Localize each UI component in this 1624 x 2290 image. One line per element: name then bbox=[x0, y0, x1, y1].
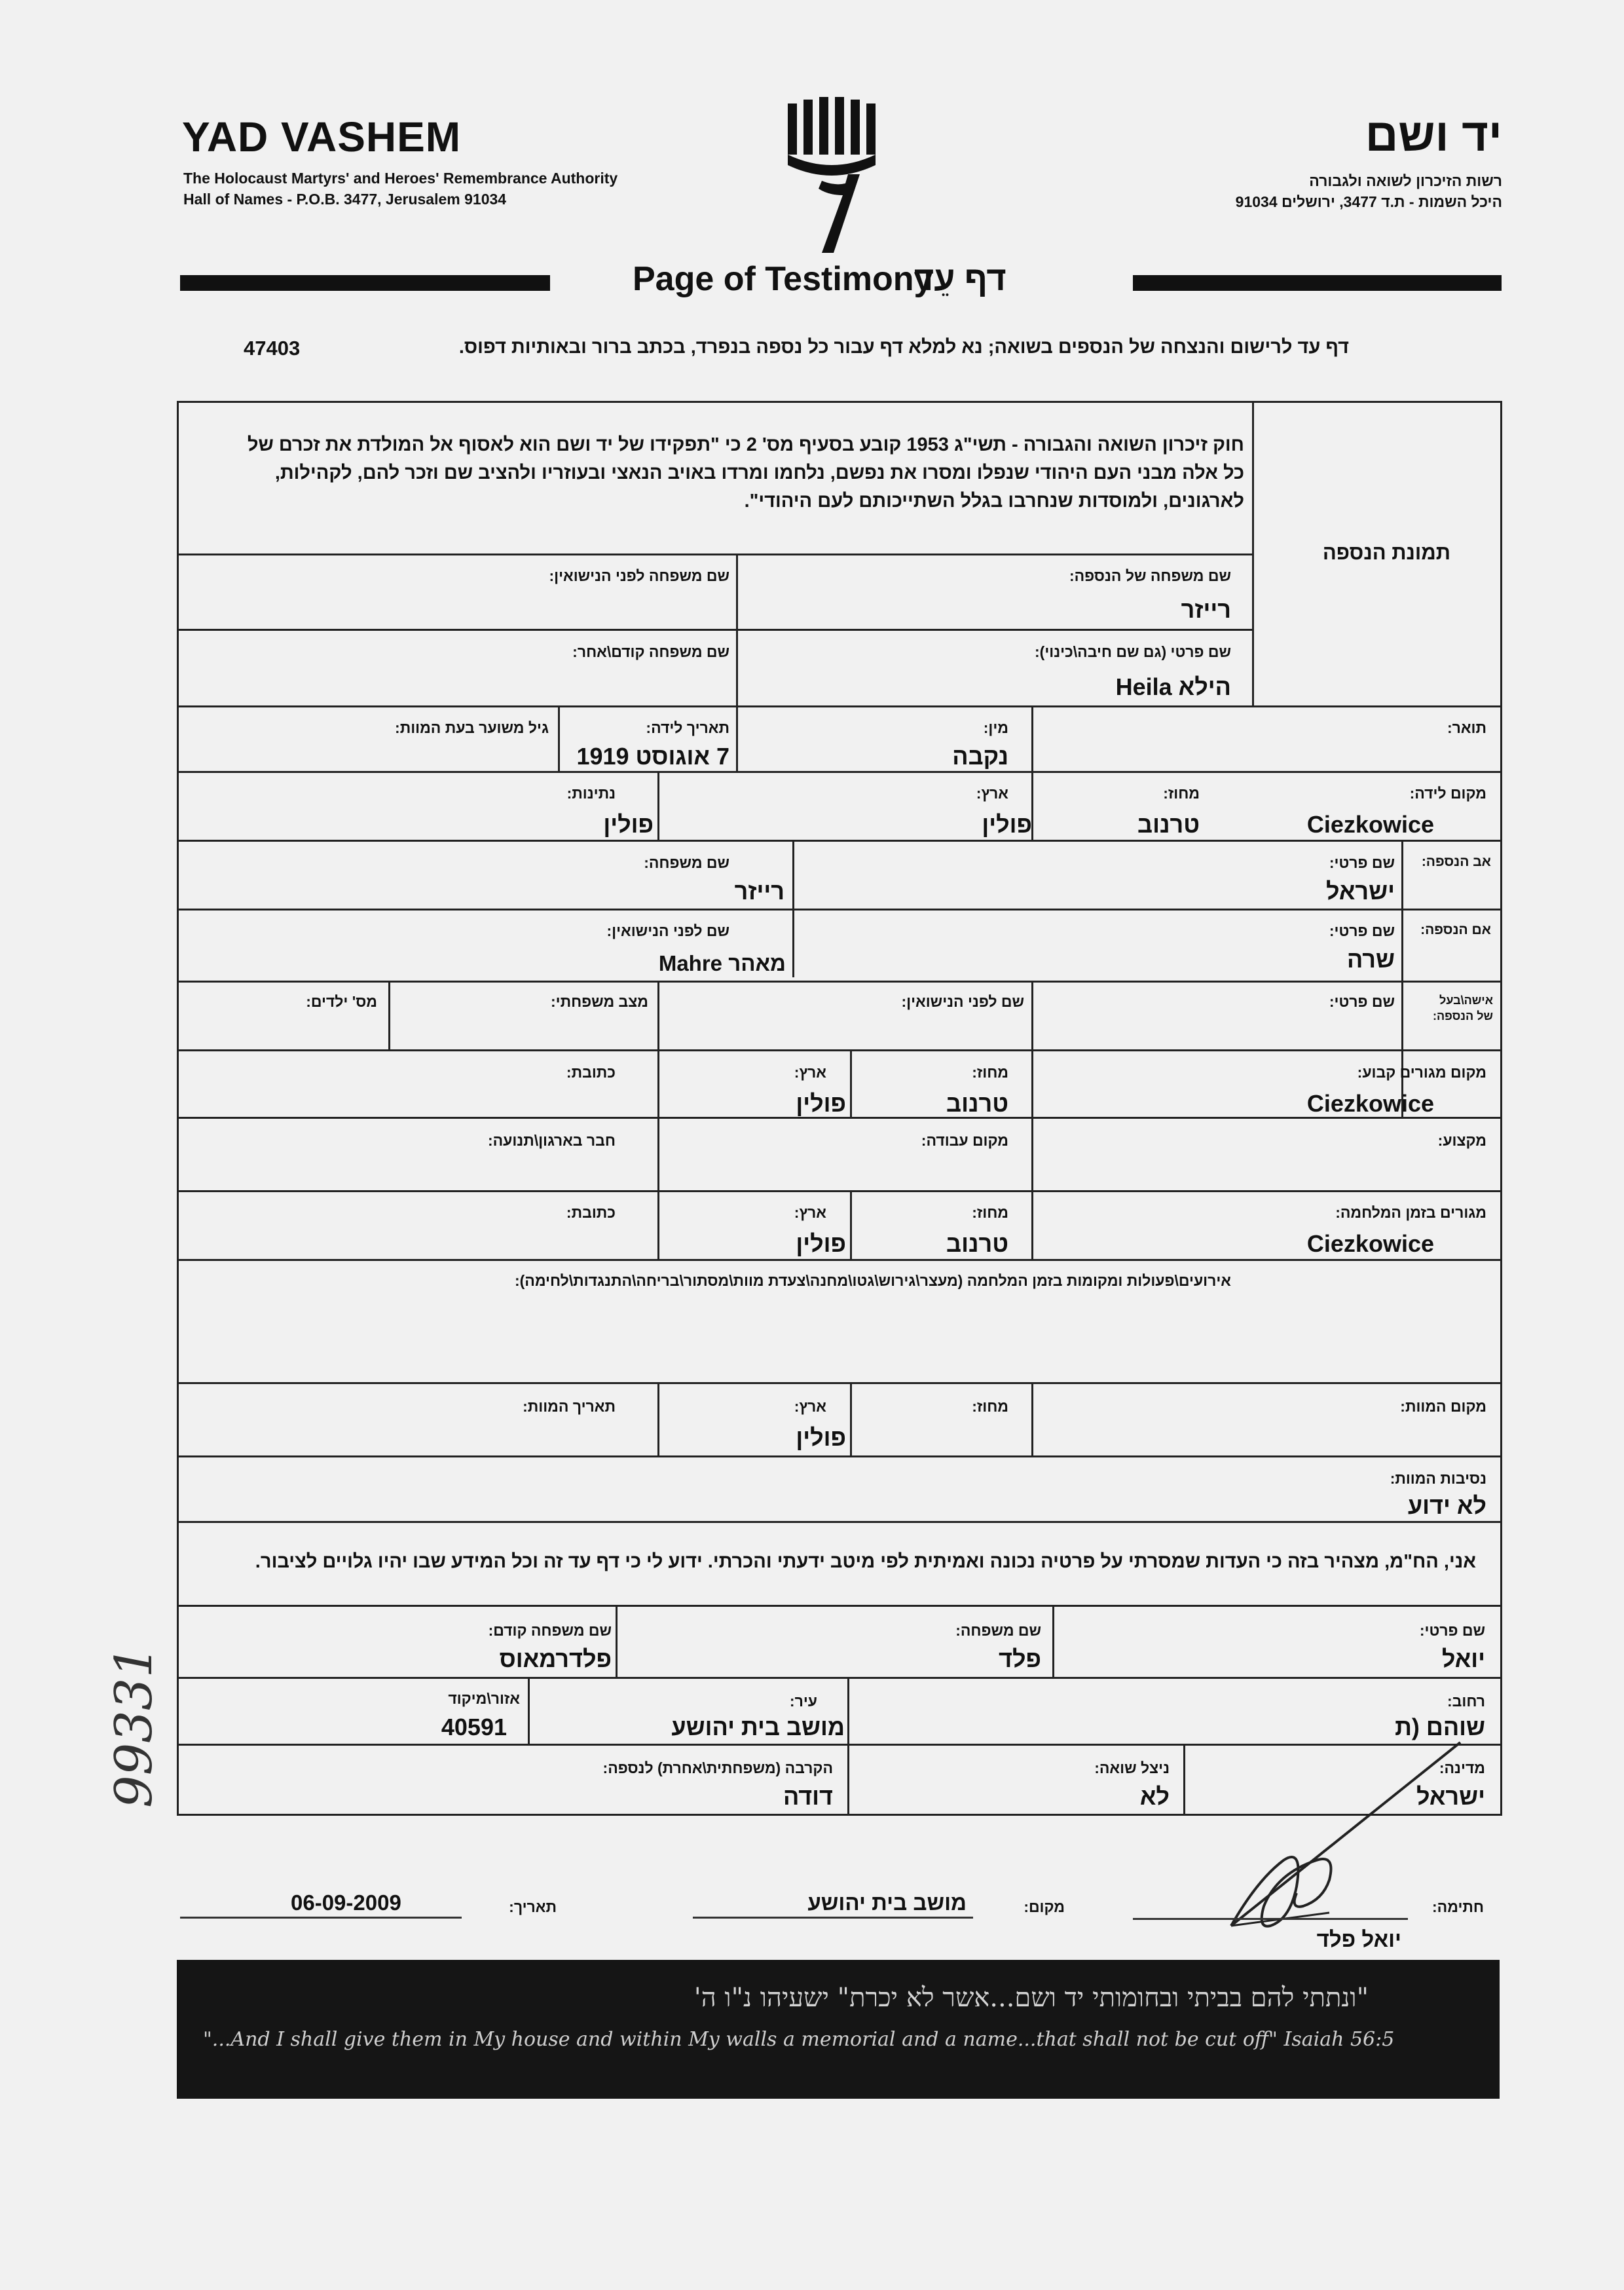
war-district: טרנוב bbox=[946, 1230, 1008, 1257]
war-residence-place: Ciezkowice bbox=[1306, 1230, 1434, 1257]
events-label: אירועים\פעולות ומקומות בזמן המלחמה (מעצר\גירוש\גטו\מחנה\צעדת מוות\מסתור\בריחה\התנגדות\לחימה): bbox=[514, 1272, 1231, 1289]
photo-label: תמונת הנספה bbox=[1322, 541, 1450, 564]
submitter-first: יואל bbox=[1441, 1645, 1485, 1672]
archive-number: 99331 bbox=[105, 1645, 164, 1808]
signature-place: מושב בית יהושע bbox=[807, 1890, 967, 1915]
submitter-country: ישראל bbox=[1416, 1783, 1485, 1810]
father-surname-label: שם משפחה: bbox=[644, 854, 729, 871]
yad-vashem-logo bbox=[783, 97, 887, 254]
mother-first: שרה bbox=[1347, 946, 1395, 973]
place-label: מקום: bbox=[1024, 1898, 1065, 1915]
profession-label: מקצוע: bbox=[1437, 1132, 1486, 1149]
survivor-label: ניצל שואה: bbox=[1094, 1759, 1170, 1776]
submitter-country-label: מדינה: bbox=[1439, 1759, 1485, 1776]
submitter-relation: דודה bbox=[783, 1783, 833, 1810]
mother-maiden-label: שם לפני הנישואין: bbox=[606, 922, 729, 939]
en-line-2: Hall of Names - P.O.B. 3477, Jerusalem 91034 bbox=[183, 191, 507, 208]
header-bar-right bbox=[1133, 275, 1502, 291]
city-label: עיר: bbox=[789, 1693, 817, 1710]
street-label: רחוב: bbox=[1447, 1693, 1485, 1710]
en-line-1: The Holocaust Martyrs' and Heroes' Remembrance Authority bbox=[183, 170, 618, 187]
spouse-maiden-label: שם לפני הנישואין: bbox=[901, 993, 1024, 1010]
title-label: תואר: bbox=[1447, 719, 1486, 736]
signature-mark bbox=[1205, 1729, 1467, 1932]
prev-surname-label: שם משפחה קודם\אחר: bbox=[572, 643, 729, 660]
instructions: דף עד לרישום והנצחה של הנספים בשואה; נא למלא דף עבור כל נספה בנפרד, בכתב ברור ובאותיות דפוס. bbox=[458, 337, 1349, 358]
spouse-label: אישה\בעל של הנספה: bbox=[1433, 994, 1493, 1023]
war-district-label: מחוז: bbox=[972, 1204, 1008, 1221]
residence-country: פולין bbox=[796, 1090, 846, 1117]
mother-maiden: מאהר Mahre bbox=[658, 951, 786, 975]
mother-label: אם הנספה: bbox=[1420, 922, 1491, 937]
he-line-1: רשות הזיכרון לשואה ולגבורה bbox=[1309, 172, 1502, 189]
nationality-label: נתינות: bbox=[566, 785, 616, 802]
submitter-city: מושב בית יהושע bbox=[671, 1714, 845, 1740]
footer-banner bbox=[177, 1960, 1500, 2099]
footer-he-quote: "ונתתי להם בביתי ובחומותי יד ושם...אשר לא יכרת" ישעיהו נ"ו ה' bbox=[693, 1983, 1369, 2013]
father-surname: רייזר bbox=[734, 878, 784, 905]
submitter-zip: 40591 bbox=[441, 1714, 507, 1740]
page-title-he: דף עֵד bbox=[914, 260, 1006, 298]
submitter-surname: פלד bbox=[998, 1645, 1041, 1672]
war-address-label: כתובת: bbox=[566, 1204, 616, 1221]
relation-label: הקרבה (משפחתית\אחרת) לנספה: bbox=[602, 1759, 833, 1776]
birthplace-label: מקום לידה: bbox=[1409, 785, 1486, 802]
header-bar-left bbox=[180, 275, 550, 291]
submitter-prev-surname: פלדרמאוס bbox=[499, 1645, 612, 1672]
residence-district-label: מחוז: bbox=[972, 1064, 1008, 1081]
marital-status-label: מצב משפחתי: bbox=[550, 993, 648, 1010]
submitter-first-label: שם פרטי: bbox=[1419, 1622, 1485, 1639]
he-title: יד ושם bbox=[1365, 109, 1502, 160]
law-text: חוק זיכרון השואה והגבורה - תשי"ג 1953 קובע בסעיף מס' 2 כי "תפקידו של יד ושם הוא לאסוף אל המולדת את זכרם של כל אלה מבני העם היהודי שנפלו ומסרו את נפשם, נלחמו ומרדו באויב הנאצי ובעוזריו ולהציב שם וזכר להם, לקהילות, לארגונים, ולמוסדות שנחרבו בגלל השתייכותם לעם היהודי". bbox=[247, 434, 1244, 512]
victim-birth-district: טרנוב bbox=[1137, 811, 1200, 838]
gender-label: מין: bbox=[983, 719, 1008, 736]
residence-address-label: כתובת: bbox=[566, 1064, 616, 1081]
death-circumstances: לא ידוע bbox=[1407, 1492, 1486, 1519]
father-first: ישראל bbox=[1325, 878, 1395, 905]
surname-label: שם משפחה של הנספה: bbox=[1069, 567, 1231, 584]
en-title: YAD VASHEM bbox=[182, 113, 462, 160]
residence-country-label: ארץ: bbox=[794, 1064, 826, 1081]
victim-firstname: הילא Heila bbox=[1115, 673, 1231, 700]
death-country: פולין bbox=[796, 1424, 846, 1451]
signature-label: חתימה: bbox=[1432, 1898, 1484, 1915]
date-label: תאריך: bbox=[509, 1898, 557, 1915]
residence-district: טרנוב bbox=[946, 1090, 1008, 1117]
circumstances-label: נסיבות המוות: bbox=[1390, 1470, 1486, 1487]
death-country-label: ארץ: bbox=[794, 1398, 826, 1415]
he-line-2: היכל השמות - ת.ד 3477, ירושלים 91034 bbox=[1235, 193, 1502, 210]
form-number: 47403 bbox=[244, 337, 301, 360]
children-label: מס' ילדים: bbox=[306, 993, 377, 1010]
war-country: פולין bbox=[796, 1230, 846, 1257]
zip-label: אזור\מיקוד bbox=[448, 1690, 520, 1707]
father-first-label: שם פרטי: bbox=[1329, 854, 1395, 871]
war-country-label: ארץ: bbox=[794, 1204, 826, 1221]
war-residence-label: מגורים בזמן המלחמה: bbox=[1335, 1204, 1486, 1221]
workplace-label: מקום עבודה: bbox=[921, 1132, 1008, 1149]
death-district-label: מחוז: bbox=[972, 1398, 1008, 1415]
birth-country-label: ארץ: bbox=[976, 785, 1008, 802]
residence-label: מקום מגורים קבוע: bbox=[1357, 1064, 1486, 1081]
victim-gender: נקבה bbox=[952, 743, 1008, 770]
victim-birthplace: Ciezkowice bbox=[1306, 811, 1434, 838]
age-label: גיל משוער בעת המוות: bbox=[395, 719, 549, 736]
victim-birth-country: פולין bbox=[982, 811, 1032, 838]
signature-date: 06-09-2009 bbox=[291, 1890, 401, 1915]
page-title-en: Page of Testimony bbox=[633, 260, 933, 298]
death-place-label: מקום המוות: bbox=[1400, 1398, 1486, 1415]
organization-label: חבר בארגון\תנועה: bbox=[487, 1132, 616, 1149]
declaration: אני, הח"מ, מצהיר בזה כי העדות שמסרתי על פרטיה נכונה ואמיתית לפי מיטב ידעתי והכרתי. ידוע לי כי דף עד זה וכל המידע שבו יהיו גלויים לציבור. bbox=[255, 1551, 1476, 1572]
victim-dob: 7 אוגוסט 1919 bbox=[576, 743, 729, 770]
submitter-survivor: לא bbox=[1139, 1783, 1170, 1810]
submitter-prev-surname-label: שם משפחה קודם: bbox=[488, 1622, 612, 1639]
death-date-label: תאריך המוות: bbox=[523, 1398, 616, 1415]
maiden-label: שם משפחה לפני הנישואין: bbox=[549, 567, 729, 584]
residence-place: Ciezkowice bbox=[1306, 1090, 1434, 1117]
mother-first-label: שם פרטי: bbox=[1329, 922, 1395, 939]
submitter-street: שוהם (ת bbox=[1395, 1714, 1485, 1740]
father-label: אב הנספה: bbox=[1421, 854, 1491, 869]
dob-label: תאריך לידה: bbox=[646, 719, 729, 736]
victim-surname: רייזר bbox=[1181, 596, 1231, 623]
birth-district-label: מחוז: bbox=[1163, 785, 1200, 802]
victim-nationality: פולין bbox=[603, 811, 654, 838]
signer-name: יואל פלד bbox=[1316, 1927, 1401, 1951]
footer-en-quote: "...And I shall give them in My house and within My walls a memorial and a name...that shall not be cut off" Isaiah 56:5 bbox=[203, 2028, 1395, 2051]
firstname-label: שם פרטי (גם שם חיבה\כינוי): bbox=[1035, 643, 1231, 660]
spouse-first-label: שם פרטי: bbox=[1329, 993, 1395, 1010]
submitter-surname-label: שם משפחה: bbox=[955, 1622, 1041, 1639]
